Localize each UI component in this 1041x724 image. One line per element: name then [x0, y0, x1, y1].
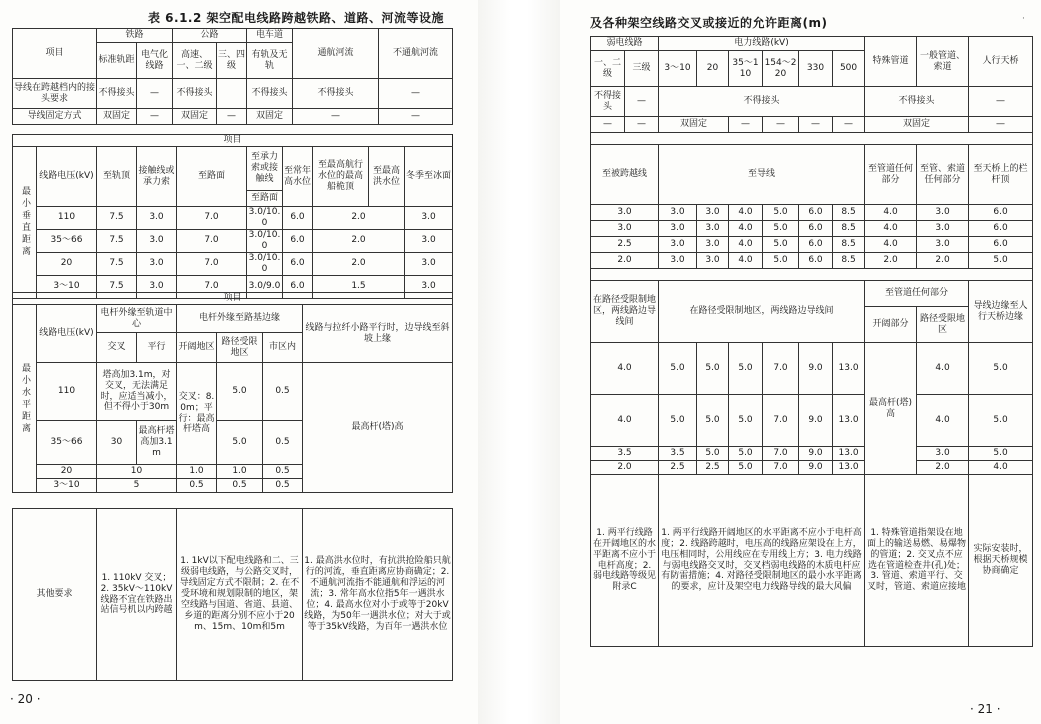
h20-open: 1.0: [177, 465, 217, 479]
header-p4: 154～220: [763, 51, 799, 87]
cell: 4.0: [969, 461, 1033, 475]
header-w1: 一、二级: [591, 51, 625, 87]
h110-urban: 0.5: [263, 363, 303, 421]
cell: 6.0: [799, 237, 833, 253]
header-special: 特殊管道: [865, 37, 917, 87]
cell: 9.0: [799, 395, 833, 447]
cell: 7.0: [177, 229, 247, 252]
header-navigable: 通航河流: [293, 29, 379, 79]
cell: 5.0: [729, 395, 763, 447]
joint-railway: 不得接头: [97, 79, 137, 109]
cell: 3.0: [137, 229, 177, 252]
cell: 6.0: [283, 207, 313, 230]
cell: 3.0: [405, 207, 453, 230]
left-vertical-table: [12, 134, 453, 299]
cell: 3～10: [37, 275, 97, 298]
table-row: [13, 363, 453, 421]
vertical-voltage-header: 线路电压(kV): [37, 147, 97, 207]
cell: 7.0: [763, 447, 799, 461]
table-row: [591, 461, 1033, 475]
left-other-table: [12, 508, 453, 681]
cell: 9.0: [799, 343, 833, 395]
horizontal-urban: 市区内: [263, 333, 303, 363]
cell: 35～66: [37, 229, 97, 252]
r-vertical-weak-label: 至被跨越线: [591, 145, 659, 205]
cell: 13.0: [833, 461, 865, 475]
vertical-road: 至路面: [177, 147, 247, 207]
header-non-navigable: 不通航河流: [379, 29, 453, 79]
r-other-bridge: 实际安装时，根据天桥规模协商确定: [969, 475, 1033, 647]
fix-non-navigable: —: [379, 109, 453, 125]
cell: 2.0: [591, 253, 659, 269]
cell: 5.0: [969, 253, 1033, 269]
cell: 7.0: [177, 275, 247, 298]
table-title-right: 及各种架空线路交叉或接近的允许距离(m): [590, 16, 828, 30]
vertical-non-a: 至最高洪水位: [369, 147, 405, 207]
h110-voltage: 110: [37, 363, 97, 421]
h-open-note: 交叉：8.0m；平行：最高杆塔高: [177, 363, 217, 465]
cell: 4.0: [591, 343, 659, 395]
r-joint-w1: 不得接头: [591, 87, 625, 117]
cell: 3.5: [591, 447, 659, 461]
fix-electrified: —: [137, 109, 173, 125]
header-w2: 三级: [625, 51, 659, 87]
cell: 5.0: [729, 447, 763, 461]
cell: 2.0: [865, 253, 917, 269]
cell: 5.0: [697, 447, 729, 461]
r-vertical-special-label: 至管道任何部分: [865, 145, 917, 205]
cell: 3.0: [697, 221, 729, 237]
r-vertical-bridge-label: 至天桥上的栏杆顶: [969, 145, 1033, 205]
cell: 7.0: [177, 252, 247, 275]
r-vertical-spacer: [591, 133, 1033, 145]
other-label: 其他要求: [13, 509, 97, 681]
cell: 7.0: [763, 395, 799, 447]
cell: 4.0: [865, 237, 917, 253]
r-fix-p6: —: [833, 117, 865, 133]
header-electrified: 电气化线路: [137, 43, 173, 79]
cell: 4.0: [865, 221, 917, 237]
cell: 3.0/10.0: [247, 207, 283, 230]
h110-cross: 塔高加3.1m，对交叉，无法满足时，应适当减小，但不得小于30m: [97, 363, 177, 421]
cell: 3.0: [659, 205, 697, 221]
left-page: [0, 0, 478, 724]
cell: 3.0: [917, 221, 969, 237]
cell: 4.0: [865, 205, 917, 221]
r-joint-pipe: 不得接头: [865, 87, 969, 117]
cell: 5.0: [763, 205, 799, 221]
cell: 110: [37, 207, 97, 230]
cell: 7.5: [97, 229, 137, 252]
cell: 3.0: [917, 205, 969, 221]
other-river: 1. 最高洪水位时，有抗洪抢险船只航行的河流，垂直距离应协商确定；2. 不通航河流指不能通航和浮运的河流；3. 常年高水位指5年一遇洪水位；4. 最高水位对小于或等于20kV线路，为50年一遇洪水位；对大于或等于35kV线路，为百年一遇洪水位: [303, 509, 453, 681]
cell: 3.0: [137, 252, 177, 275]
header-railway: 铁路: [97, 29, 173, 43]
r-vertical-general-label: 至管、索道任何部分: [917, 145, 969, 205]
vertical-item-label: 项目: [13, 135, 453, 147]
table-title-left: 表 6.1.2 架空配电线路跨越铁路、道路、河流等设施: [148, 11, 445, 25]
vertical-tram-a: 至承力索或接触线: [247, 147, 283, 191]
cell: 4.0: [917, 395, 969, 447]
h20-limited: 1.0: [217, 465, 263, 479]
header-tram-sub: 有轨及无轨: [247, 43, 293, 79]
cell: 6.0: [799, 221, 833, 237]
cell: 8.5: [833, 237, 865, 253]
cell: 6.0: [969, 205, 1033, 221]
page-gutter: [478, 0, 560, 724]
cell: 6.0: [969, 237, 1033, 253]
cell: 6.0: [283, 252, 313, 275]
header-standard-gauge: 标准轨距: [97, 43, 137, 79]
cell: 8.5: [833, 205, 865, 221]
cell: 4.0: [729, 205, 763, 221]
header-p1: 3～10: [659, 51, 697, 87]
left-horizontal-table: [12, 292, 453, 493]
cell: 3.0: [659, 253, 697, 269]
cell: 3.0/10.0: [247, 229, 283, 252]
r-horizontal-tower: 最高杆(塔)高: [865, 343, 917, 475]
cell: 5.0: [763, 253, 799, 269]
cell: 2.0: [313, 207, 405, 230]
cell: 3.0: [137, 207, 177, 230]
table-row: [591, 395, 1033, 447]
joint-navigable: 不得接头: [293, 79, 379, 109]
cell: 3.0: [697, 205, 729, 221]
header-highway-b: 三、四级: [217, 43, 247, 79]
fix-highway: 双固定: [173, 109, 217, 125]
table-row: [591, 447, 1033, 461]
table-row: [591, 253, 1033, 269]
cell: 6.0: [283, 275, 313, 298]
h3-limited: 0.5: [217, 479, 263, 493]
r-other-power: 1. 两平行线路开阔地区的水平距离不应小于电杆高度；2. 线路跨越时，电压高的线路应架设在上方，电压相同时，公用线应在专用线上方；3. 电力线路与弱电线路交叉时，交叉档弱电线路的木质电杆应有防雷措施；4. 对路径受限制地区的最小水平距离的要求，应计及架空电力线路导线的最大风偏: [659, 475, 865, 647]
cell: 4.0: [591, 395, 659, 447]
joint-non-navigable: —: [379, 79, 453, 109]
vertical-tram-b: 至路面: [247, 191, 283, 207]
cell: 5.0: [763, 237, 799, 253]
left-header-table: [12, 28, 453, 125]
r-horizontal-spacer: [591, 269, 1033, 281]
vertical-rail-top: 至轨顶: [97, 147, 137, 207]
h35-urban: 0.5: [263, 421, 303, 465]
cell: 7.0: [763, 343, 799, 395]
cell: 13.0: [833, 447, 865, 461]
cell: 3.0: [405, 275, 453, 298]
table-row: [591, 221, 1033, 237]
horizontal-item-label: 项目: [13, 293, 453, 305]
cell: 7.5: [97, 207, 137, 230]
header-highway: 公路: [173, 29, 247, 43]
cell: 3.0: [659, 221, 697, 237]
joint-electrified: —: [137, 79, 173, 109]
h20-urban: 0.5: [263, 465, 303, 479]
cell: 6.0: [799, 205, 833, 221]
cell: 2.0: [313, 229, 405, 252]
cell: 8.5: [833, 253, 865, 269]
cell: 4.0: [729, 221, 763, 237]
header-bridge: 人行天桥: [969, 37, 1033, 87]
cell: 5.0: [763, 221, 799, 237]
cell: 5.0: [697, 395, 729, 447]
cell: 5.0: [969, 395, 1033, 447]
r-horizontal-open: 开阔部分: [865, 307, 917, 343]
table-row: [591, 237, 1033, 253]
table-row: [13, 229, 453, 252]
r-fix-p12: 双固定: [659, 117, 729, 133]
header-highway-a: 高速、一、二级: [173, 43, 217, 79]
cell: 3.5: [659, 447, 697, 461]
other-highway: 1. 1kV以下配电线路和二、三级弱电线路，与公路交叉时，导线固定方式不限制；2. 在不受环境和规划限制的地区，架空线路与国道、省道、县道、乡道的距离分别不应小于20m、15m、10m和5m: [177, 509, 303, 681]
h35-parallel: 最高杆塔高加3.1m: [137, 421, 177, 465]
r-joint-power: 不得接头: [659, 87, 865, 117]
cell: 3.0: [405, 229, 453, 252]
r-other-pipe: 1. 特殊管道指架设在地面上的输送易燃、易爆物的管道；2. 交叉点不应选在管道检查井(孔)处；3. 管道、索道平行、交叉时，管道、索道应接地: [865, 475, 969, 647]
horizontal-river-note: 线路与拉纤小路平行时，边导线至斜坡上缘: [303, 305, 453, 363]
header-p3: 35～110: [729, 51, 763, 87]
cell: 2.0: [591, 461, 659, 475]
cell: 3.0: [659, 237, 697, 253]
h20-track: 10: [97, 465, 177, 479]
cell: 9.0: [799, 447, 833, 461]
joint-highway: 不得接头: [173, 79, 217, 109]
horizontal-pole-road: 电杆外缘至路基边缘: [177, 305, 303, 333]
h3-track: 5: [97, 479, 177, 493]
cell: 3.0: [591, 205, 659, 221]
cell: 4.0: [729, 253, 763, 269]
h35-limited: 5.0: [217, 421, 263, 465]
header-p6: 500: [833, 51, 865, 87]
cell: 5.0: [969, 447, 1033, 461]
r-fix-bridge: —: [969, 117, 1033, 133]
cell: 5.0: [969, 343, 1033, 395]
horizontal-voltage-header: 线路电压(kV): [37, 305, 97, 363]
cell: 3.0/10.0: [247, 252, 283, 275]
cell: 1.5: [313, 275, 405, 298]
joint-highway-b: [217, 79, 247, 109]
horizontal-open: 开阔地区: [177, 333, 217, 363]
cell: 7.5: [97, 252, 137, 275]
horizontal-limited: 路径受限地区: [217, 333, 263, 363]
fix-railway: 双固定: [97, 109, 137, 125]
r-horizontal-power-label: 在路径受限制地区，两线路边导线间: [659, 281, 865, 343]
vertical-nav-a: 至常年高水位: [283, 147, 313, 207]
other-railway: 1. 110kV 交叉；2. 35kV～110kV线路不宜在铁路出站信号机以内跨越: [97, 509, 177, 681]
vertical-catenary: 接触线或承力索: [137, 147, 177, 207]
fix-label: 导线固定方式: [13, 109, 97, 125]
cell: 7.0: [177, 207, 247, 230]
table-row: [13, 207, 453, 230]
cell: 3.0: [697, 237, 729, 253]
cell: 4.0: [729, 237, 763, 253]
cell: 9.0: [799, 461, 833, 475]
cell: 5.0: [659, 343, 697, 395]
header-p2: 20: [697, 51, 729, 87]
cell: 2.0: [917, 253, 969, 269]
page-number-right: · 21 ·: [970, 702, 1001, 716]
r-joint-w2: —: [625, 87, 659, 117]
cell: 20: [37, 252, 97, 275]
header-tram: 电车道: [247, 29, 293, 43]
r-other-weak: 1. 两平行线路在开阔地区的水平距离不应小于电杆高度；2. 弱电线路等级见附录C: [591, 475, 659, 647]
vertical-nav-b: 至最高航行水位的最高船桅顶: [313, 147, 369, 207]
page-corner-mark: ·: [1022, 14, 1025, 24]
r-fix-w2: —: [625, 117, 659, 133]
h20-voltage: 20: [37, 465, 97, 479]
fix-tram: 双固定: [247, 109, 293, 125]
header-item: 项目: [13, 29, 97, 79]
vertical-non-b: 冬季至冰面: [405, 147, 453, 207]
cell: 2.5: [659, 461, 697, 475]
horizontal-cross: 交叉: [97, 333, 137, 363]
h3-voltage: 3～10: [37, 479, 97, 493]
right-page: [560, 0, 1041, 724]
page-number-left: · 20 ·: [10, 692, 41, 706]
r-horizontal-limited: 路径受限地区: [917, 307, 969, 343]
r-fix-pipe: 双固定: [865, 117, 969, 133]
r-fix-p5: —: [799, 117, 833, 133]
cell: 6.0: [799, 253, 833, 269]
header-power: 电力线路(kV): [659, 37, 865, 51]
h35-cross: 30: [97, 421, 137, 465]
h3-open: 0.5: [177, 479, 217, 493]
cell: 5.0: [729, 343, 763, 395]
h-tower-note: 最高杆(塔)高: [303, 363, 453, 493]
fix-navigable: —: [293, 109, 379, 125]
joint-label: 导线在跨越档内的接头要求: [13, 79, 97, 109]
r-vertical-power-label: 至导线: [659, 145, 865, 205]
r-horizontal-bridge-label: 导线边缘至人行天桥边缘: [969, 281, 1033, 343]
cell: 3.0: [405, 252, 453, 275]
cell: 3.0: [697, 253, 729, 269]
r-horizontal-weak-label: 在路径受限制地区，两线路边导线间: [591, 281, 659, 343]
cell: 8.5: [833, 221, 865, 237]
r-fix-w1: —: [591, 117, 625, 133]
cell: 13.0: [833, 343, 865, 395]
r-fix-p3: —: [729, 117, 763, 133]
r-joint-bridge: —: [969, 87, 1033, 117]
cell: 4.0: [917, 343, 969, 395]
right-main-table: [590, 36, 1033, 647]
h35-voltage: 35～66: [37, 421, 97, 465]
fix-highway-b: —: [217, 109, 247, 125]
horizontal-section-label: 最小水平距离: [13, 305, 37, 493]
vertical-section-label: 最小垂直距离: [13, 147, 37, 299]
header-weak: 弱电线路: [591, 37, 659, 51]
cell: 2.5: [591, 237, 659, 253]
h3-urban: 0.5: [263, 479, 303, 493]
cell: 2.5: [697, 461, 729, 475]
table-row: [13, 252, 453, 275]
joint-tram: 不得接头: [247, 79, 293, 109]
cell: 6.0: [969, 221, 1033, 237]
cell: 5.0: [729, 461, 763, 475]
cell: 7.5: [97, 275, 137, 298]
header-p5: 330: [799, 51, 833, 87]
cell: 5.0: [697, 343, 729, 395]
table-row: [591, 343, 1033, 395]
cell: 3.0: [917, 237, 969, 253]
cell: 13.0: [833, 395, 865, 447]
cell: 3.0/9.0: [247, 275, 283, 298]
cell: 2.0: [313, 252, 405, 275]
table-row: [591, 205, 1033, 221]
cell: 3.0: [591, 221, 659, 237]
cell: 6.0: [283, 229, 313, 252]
cell: 5.0: [659, 395, 697, 447]
horizontal-parallel: 平行: [137, 333, 177, 363]
cell: 7.0: [763, 461, 799, 475]
cell: 2.0: [917, 461, 969, 475]
r-horizontal-pipe-label: 至管道任何部分: [865, 281, 969, 307]
cell: 3.0: [917, 447, 969, 461]
cell: 3.0: [137, 275, 177, 298]
horizontal-pole-track: 电杆外缘至轨道中心: [97, 305, 177, 333]
header-general: 一般管道、索道: [917, 37, 969, 87]
r-fix-p4: —: [763, 117, 799, 133]
h110-limited: 5.0: [217, 363, 263, 421]
